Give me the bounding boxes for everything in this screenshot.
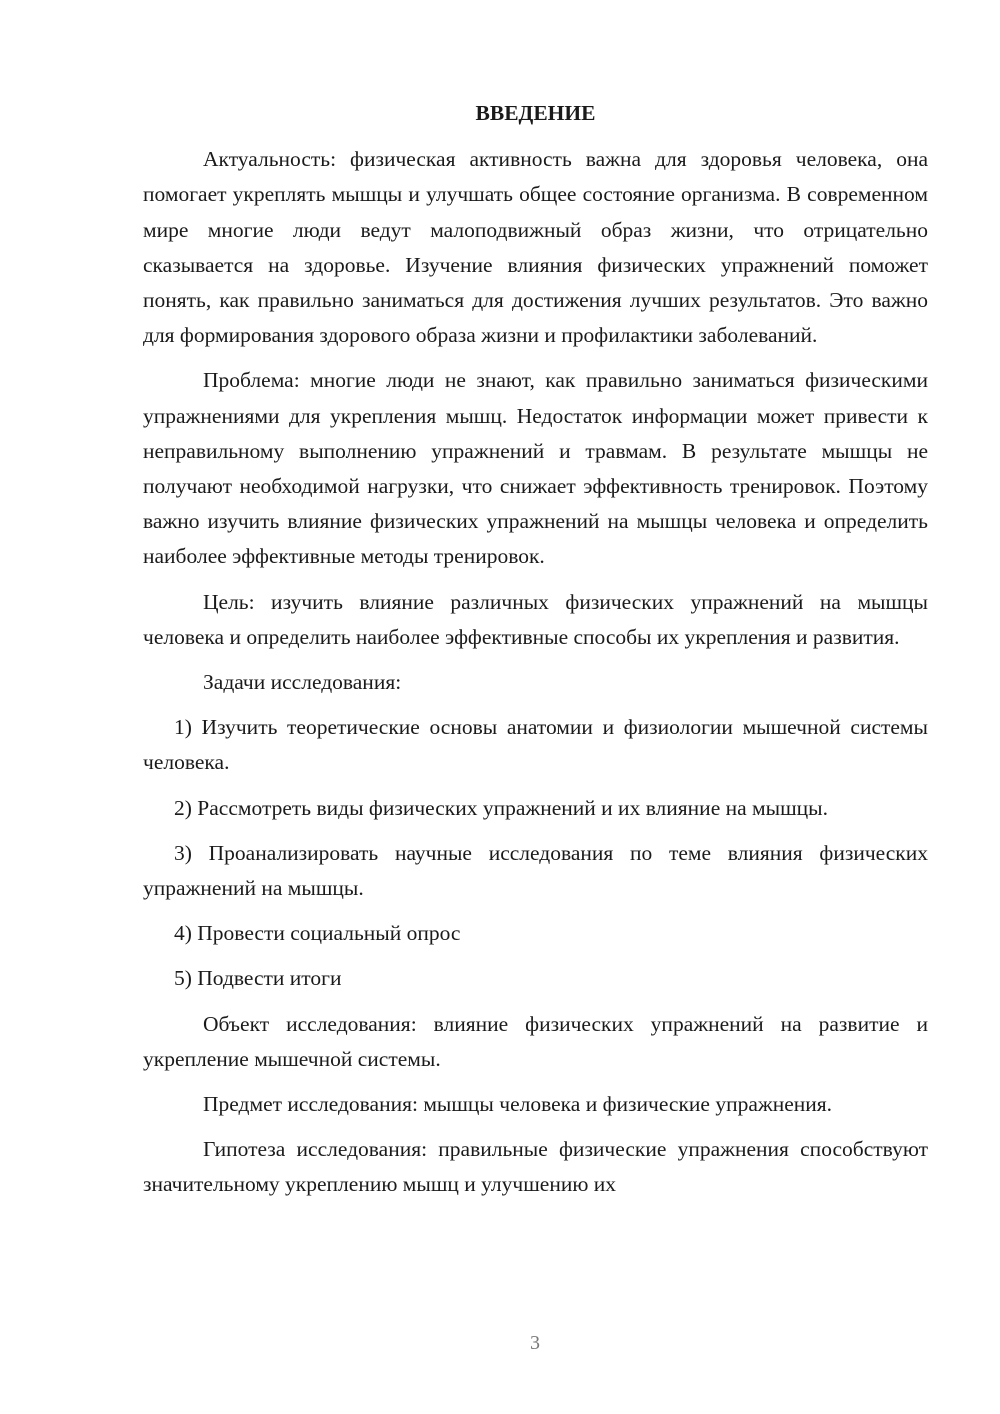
page-content bbox=[143, 96, 928, 1213]
page-number: 3 bbox=[530, 1332, 540, 1354]
section-heading: ВВЕДЕНИЕ bbox=[475, 101, 596, 125]
paragraph-hypothesis: Гипотеза исследования: правильные физические упражнения способствуют значительному укреплению мышц и улучшению их bbox=[143, 1137, 928, 1197]
task-item-1: 1) Изучить теоретические основы анатомии и физиологии мышечной системы человека. bbox=[143, 715, 928, 775]
paragraph-subject: Предмет исследования: мышцы человека и физические упражнения. bbox=[203, 1092, 833, 1117]
paragraph-goal: Цель: изучить влияние различных физических упражнений на мышцы человека и определить наиболее эффективные способы их укрепления и развития. bbox=[143, 589, 928, 649]
paragraph-problem: Проблема: многие люди не знают, как правильно заниматься физическими упражнениями для укрепления мышц. Недостаток информации может привести к неправильному выполнению упражнений и травмам. В результате мышцы не получают необходимой нагрузки, что снижает эффективность тренировок. Поэтому важно изучить влияние физических упражнений на мышцы человека и определить наиболее эффективные методы тренировок. bbox=[143, 368, 928, 569]
paragraph-object: Объект исследования: влияние физических упражнений на развитие и укрепление мышечной системы. bbox=[143, 1011, 928, 1071]
paragraph-tasks-title: Задачи исследования: bbox=[203, 670, 402, 695]
task-item-5: 5) Подвести итоги bbox=[174, 966, 342, 991]
paragraph-relevance: Актуальность: физическая активность важна для здоровья человека, она помогает укреплять мышцы и улучшать общее состояние организма. В современном мире многие люди ведут малоподвижный образ жизни, что отрицательно сказывается на здоровье. Изучение влияния физических упражнений поможет понять, как правильно заниматься для достижения лучших результатов. Это важно для формирования здорового образа жизни и профилактики заболеваний. bbox=[143, 147, 928, 348]
task-item-3: 3) Проанализировать научные исследования по теме влияния физических упражнений на мышцы. bbox=[143, 840, 928, 901]
task-item-4: 4) Провести социальный опрос bbox=[174, 921, 461, 946]
task-item-2: 2) Рассмотреть виды физических упражнений и их влияние на мышцы. bbox=[174, 795, 828, 820]
